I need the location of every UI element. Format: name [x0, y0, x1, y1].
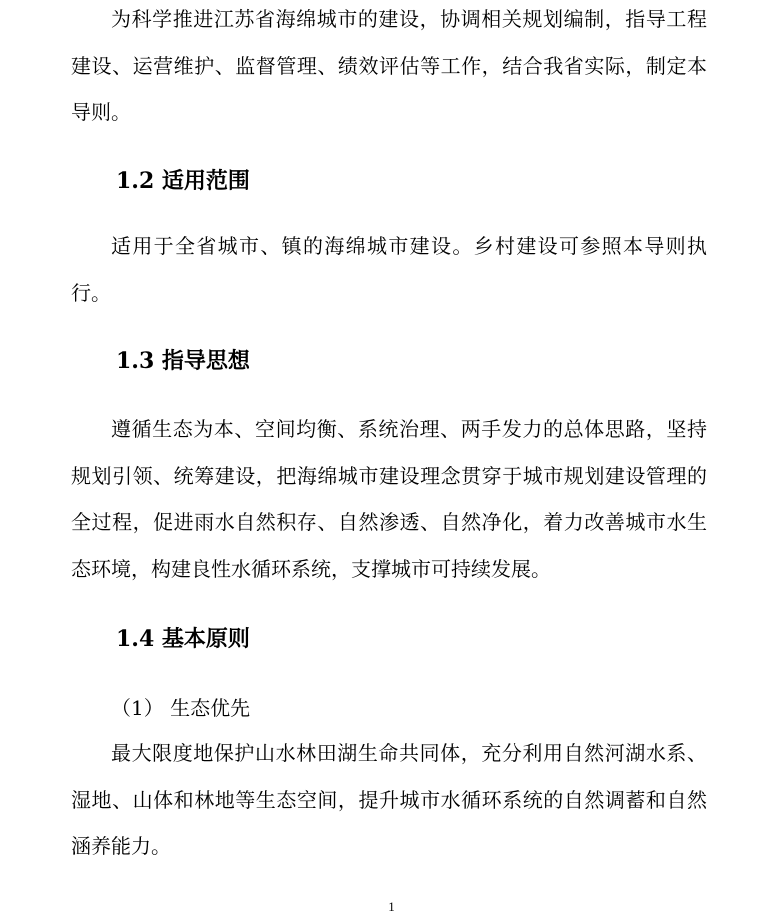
paragraph-ecology-first: 最大限度地保护山水林田湖生命共同体，充分利用自然河湖水系、湿地、山体和林地等生态空间，提升城市水循环系统的自然调蓄和自然涵养能力。	[71, 741, 707, 858]
subheading-ecology-first: （1） 生态优先	[111, 696, 251, 720]
section-heading-basic-principles: 1.4 基本原则	[116, 626, 250, 652]
paragraph-scope: 适用于全省城市、镇的海绵城市建设。乡村建设可参照本导则执行。	[71, 234, 707, 305]
section-heading-guiding-ideology: 1.3 指导思想	[116, 348, 250, 374]
section-heading-scope: 1.2 适用范围	[116, 168, 250, 194]
paragraph-guiding-ideology: 遵循生态为本、空间均衡、系统治理、两手发力的总体思路，坚持规划引领、统筹建设，把海绵城市建设理念贯穿于城市规划建设管理的全过程，促进雨水自然积存、自然渗透、自然净化，着力改善城市水生态环境，构建良性水循环系统，支撑城市可持续发展。	[71, 417, 707, 581]
paragraph-purpose: 为科学推进江苏省海绵城市的建设，协调相关规划编制，指导工程建设、运营维护、监督管理、绩效评估等工作，结合我省实际，制定本导则。	[71, 7, 707, 124]
page-number: 1	[388, 899, 395, 914]
